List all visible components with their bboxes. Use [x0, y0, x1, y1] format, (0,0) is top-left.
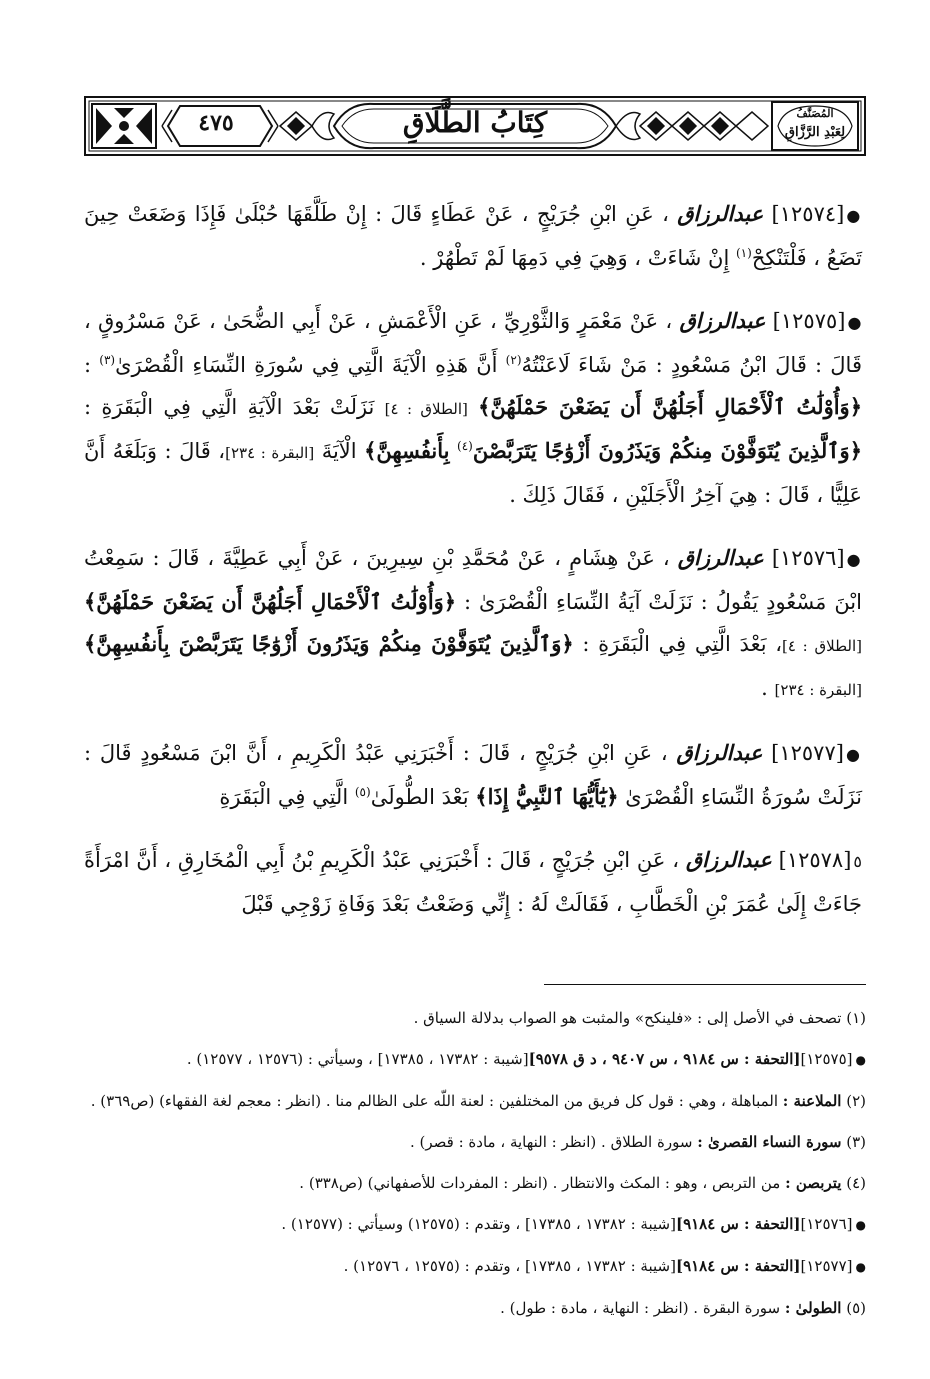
takhrij-12575 — [84, 1046, 866, 1073]
hadith-12575 — [84, 300, 866, 516]
footnote-label: (٣) — [846, 1133, 866, 1151]
footnote-label: (٢) — [846, 1092, 866, 1110]
footnote-term: يتربصن : — [785, 1174, 842, 1192]
main-text — [84, 172, 866, 936]
hadith-author: عبدالرزاق — [679, 308, 766, 333]
footnote-ref: (٤) — [457, 439, 473, 453]
hadith-text: . — [761, 676, 768, 700]
footnote-3 — [84, 1129, 866, 1155]
takhrij-12576 — [84, 1211, 866, 1238]
hadith-12576 — [84, 537, 866, 711]
hadith-author: عبدالرزاق — [676, 740, 763, 765]
footnote-term: [التحفة : س ٩١٨٤] — [675, 1257, 801, 1275]
hadith-text: إِنْ شَاءَتْ ، وَهِيَ فِي دَمِهَا لَمْ تَطْهُرْ . — [419, 246, 730, 270]
footnote-text: تصحف في الأصل إلى : «فلينكح» والمثبت هو الصواب بدلالة السياق . — [413, 1009, 842, 1027]
footnote-label: [١٢٥٧٥] — [800, 1050, 853, 1068]
quran-verse: ﴿يَٰٓأَيُّهَا ٱلنَّبِيُّ إِذَا﴾ — [475, 784, 619, 809]
footnote-text: [شيبة : ١٧٣٨٢ ، ١٧٣٨٥] ، وسيأتي : (١٢٥٧٦ ، ١٢٥٧٧) . — [186, 1050, 529, 1068]
hadith-text: ، عَنِ ابْنِ جُرَيْجٍ ، عَنْ عَطَاءٍ قَالَ : إِنْ طَلَّقَهَا حُبْلَىٰ فَإِذَا وَضَعَتْ حِينَ تَضَعُ ، فَلْتَنْكِحْ — [84, 202, 862, 270]
left-filler — [280, 112, 334, 140]
footnote-label: (١) — [846, 1009, 866, 1027]
page-header — [84, 96, 866, 156]
verse-reference: [الطلاق : ٤] — [782, 637, 862, 655]
verse-reference: [البقرة : ٢٣٤] — [774, 681, 862, 699]
footnote-ref: (٥) — [354, 785, 371, 799]
bullet-icon: ● — [855, 1053, 866, 1067]
verse-reference: [البقرة : ٢٣٤] — [225, 444, 315, 462]
verse-reference: [الطلاق : ٤] — [384, 400, 468, 418]
hadith-text: الْآيَةَ — [321, 439, 357, 463]
bullet-icon: ● — [855, 1218, 866, 1232]
footnote-label: [١٢٥٧٧] — [800, 1257, 853, 1275]
hadith-marker: ٥ — [853, 852, 863, 871]
hadith-number: [١٢٥٧٧] — [771, 741, 844, 765]
hadith-number: [١٢٥٧٤] — [771, 202, 845, 226]
left-ornament — [92, 104, 156, 148]
quran-verse: بِأَنفُسِهِنَّ﴾ — [364, 438, 450, 463]
hadith-text: ، عَنِ ابْنِ جُرَيْجٍ ، قَالَ : أَخْبَرَنِي عَبْدُ الْكَرِيمِ ، أَنَّ ابْنَ مَسْعُودٍ قَالَ : نَزَلَتْ سُورَةُ النِّسَاءِ الْقُصْرَىٰ — [84, 741, 862, 809]
footnote-2 — [84, 1088, 866, 1114]
hadith-text: ، قَالَ : وَبَلَغَهُ أَنَّ عَلِيًّا ، قَالَ : هِيَ آخِرُ الْأَجَلَيْنِ ، فَقَالَ ذَلِكَ . — [84, 439, 862, 507]
footnote-text: [شيبة : ١٧٣٨٢ ، ١٧٣٨٥] ، وتقدم : (١٢٥٧٥) وسيأتي : (١٢٥٧٧) . — [281, 1215, 676, 1233]
hadith-author: عبدالرزاق — [677, 201, 764, 226]
footnote-label: (٤) — [846, 1174, 866, 1192]
footnote-term: الطولىٰ : — [784, 1299, 842, 1317]
bullet-icon: ● — [855, 1260, 866, 1274]
hadith-text: ، عَنْ هِشَامٍ ، عَنْ مُحَمَّدِ بْنِ سِيرِينَ ، عَنْ أَبِي عَطِيَّةَ ، قَالَ : سَمِعْتُ ابْنَ مَسْعُودٍ يَقُولُ : نَزَلَتْ آيَةُ النِّسَاءِ الْقُصْرَىٰ : — [84, 546, 862, 614]
footnote-ref: (٢) — [505, 353, 522, 367]
hadith-12577 — [84, 732, 866, 818]
hadith-text: أَنَّ هَذِهِ الْآيَةَ الَّتِي فِي سُورَةِ النِّسَاءِ الْقُصْرَىٰ — [115, 353, 498, 377]
right-filler — [616, 112, 768, 140]
footnote-text: من التربص ، وهو : المكث والانتظار . (انظر : المفردات للأصفهاني) (ص٣٣٨) . — [299, 1174, 781, 1192]
hadith-text: ، عَنِ ابْنِ جُرَيْجٍ ، قَالَ : أَخْبَرَنِي عَبْدُ الْكَرِيمِ بْنُ أَبِي الْمُخَارِقِ ، أَنَّ امْرَأَةً جَاءَتْ إِلَىٰ عُمَرَ بْنِ الْخَطَّابِ ، فَقَالَتْ لَهُ : إِنِّي وَضَعْتُ بَعْدَ وَفَاةِ زَوْجِي قَبْلَ — [84, 848, 862, 916]
hadith-author: عبدالرزاق — [677, 545, 764, 570]
quran-verse: ﴿وَأُوْلَٰتُ ٱلْأَحْمَالِ أَجَلُهُنَّ أَن يَضَعْنَ حَمْلَهُنَّ﴾ — [478, 394, 862, 419]
footnotes — [84, 990, 866, 1324]
footnote-ref: (١) — [735, 246, 752, 260]
quran-verse: ﴿وَٱلَّذِينَ يُتَوَفَّوْنَ مِنكُمْ وَيَذَرُونَ أَزْوَٰجًا يَتَرَبَّصْنَ بِأَنفُسِهِنَّ﴾ — [84, 631, 574, 656]
quran-verse: ﴿وَٱلَّذِينَ يُتَوَفَّوْنَ مِنكُمْ وَيَذَرُونَ أَزْوَٰجًا يَتَرَبَّصْنَ — [472, 438, 862, 463]
hadith-text: بَعْدَ الطُّولَىٰ — [370, 785, 469, 809]
hadith-marker: ● — [846, 550, 862, 569]
hadith-text: الَّتِي فِي الْبَقَرَةِ — [219, 785, 349, 809]
hadith-text: ، عَنْ مَعْمَرٍ وَالثَّوْرِيِّ ، عَنِ الْأَعْمَشِ ، عَنْ أَبِي الضُّحَىٰ ، عَنْ مَسْرُوقٍ ، قَالَ : قَالَ ابْنُ مَسْعُودٍ : مَنْ شَاءَ لَاعَنْتُهُ — [84, 309, 862, 377]
hadith-12578 — [84, 839, 866, 925]
hadith-number: [١٢٥٧٦] — [771, 546, 845, 570]
hadith-text: : — [84, 353, 92, 377]
book-logo-line2: لِعَبْدِ الرَّزَّاقِ — [784, 125, 846, 140]
takhrij-12577 — [84, 1253, 866, 1280]
hadith-author: عبدالرزاق — [685, 847, 772, 872]
page-number: ٤٧٥ — [198, 110, 234, 136]
footnote-ref: (٣) — [99, 353, 116, 367]
footnote-term: الملاعنة : — [782, 1092, 842, 1110]
quran-verse: ﴿وَأُوْلَٰتُ ٱلْأَحْمَالِ أَجَلُهُنَّ أَن يَضَعْنَ حَمْلَهُنَّ﴾ — [84, 589, 457, 614]
footnote-text: [شيبة : ١٧٣٨٢ ، ١٧٣٨٥] ، وتقدم : (١٢٥٧٥ ، ١٢٥٧٦) . — [343, 1257, 676, 1275]
footnote-label: (٥) — [846, 1299, 866, 1317]
footnote-text: المباهلة ، وهي : قول كل فريق من المختلفين : لعنة اللّه على الظالم منا . (انظر : معجم لغة الفقهاء) (ص٣٦٩) . — [90, 1092, 779, 1110]
footnote-1 — [84, 1005, 866, 1031]
footnote-label: [١٢٥٧٦] — [800, 1215, 853, 1233]
book-logo — [772, 101, 858, 151]
hadith-text: نَزَلَتْ بَعْدَ الْآيَةِ الَّتِي فِي الْبَقَرَةِ : — [84, 395, 375, 419]
footnote-divider — [544, 984, 866, 985]
footnote-term: [التحفة : س ٩١٨٤] — [675, 1215, 801, 1233]
footnote-text: سورة البقرة . (انظر : النهاية ، مادة : طول) . — [500, 1299, 781, 1317]
hadith-marker: ● — [847, 313, 862, 332]
hadith-text: ، بَعْدَ الَّتِي فِي الْبَقَرَةِ : — [582, 632, 782, 656]
page-title: كِتَابُ الطَّلَاقِ — [402, 106, 548, 139]
footnote-4 — [84, 1170, 866, 1196]
footnote-5 — [84, 1295, 866, 1321]
book-logo-line1: المُصَنَّفُ — [796, 107, 834, 120]
hadith-number: [١٢٥٧٥] — [772, 309, 846, 333]
footnote-term: [التحفة : س ٩١٨٤ ، س ٩٤٠٧ ، د ق ٩٥٧٨] — [528, 1050, 801, 1068]
hadith-marker: ● — [846, 206, 862, 225]
footnote-text: سورة الطلاق . (انظر : النهاية ، مادة : قصر) . — [409, 1133, 693, 1151]
hadith-marker: ● — [845, 745, 862, 764]
footnote-term: سورة النساء القصرىٰ : — [697, 1133, 842, 1151]
hadith-number: [١٢٥٧٨] — [778, 848, 852, 872]
hadith-12574 — [84, 193, 866, 279]
